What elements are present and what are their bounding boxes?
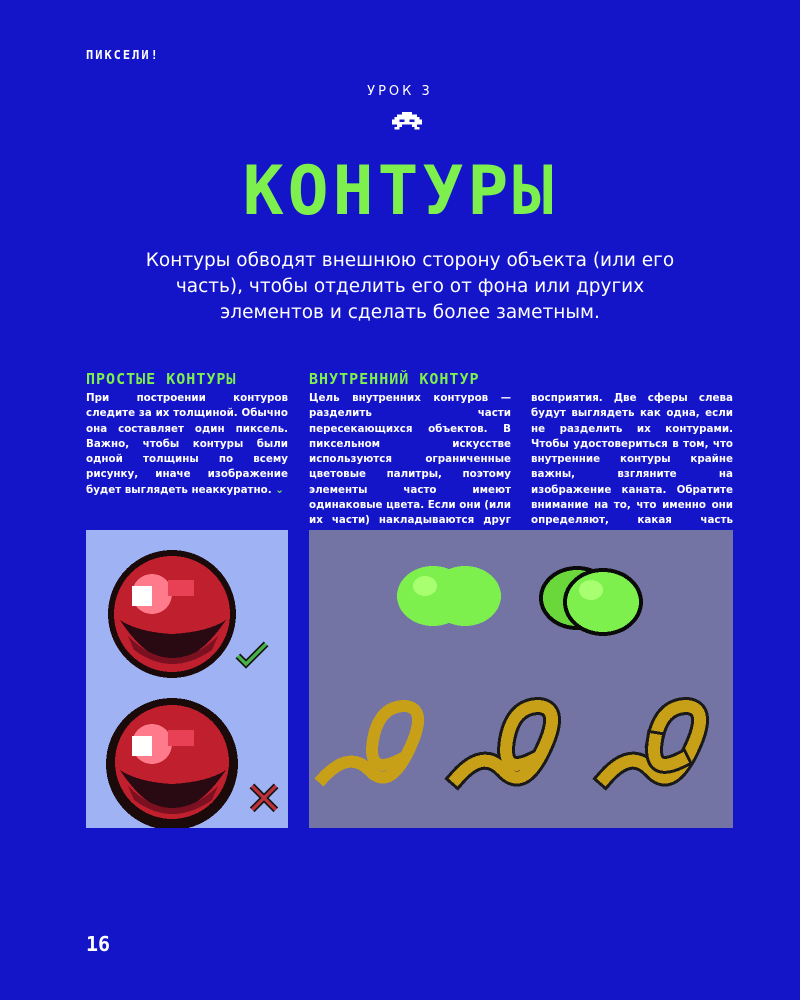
inner-contour-body-1: Цель внутренних контуров — разделить части пересекающихся объектов. В пиксельном искусстве используются ограниченные цветовые палитры, поэтому элементы часто имеют одинаковые цвета. Если они (или их части) накладываются друг	[309, 392, 511, 527]
separated-spheres	[539, 566, 643, 636]
sphere-good	[108, 550, 236, 678]
simple-contours-body: При построении контуров следите за их толщиной. Обычно она составляет один пиксель. Важно, чтобы контуры были одной толщины по всему рисунку, иначе изображение будет выглядеть неаккуратно.	[86, 392, 288, 496]
simple-contours-text	[86, 391, 288, 498]
rope-no-outline	[323, 706, 418, 778]
running-head: ПИКСЕЛИ!	[86, 48, 160, 62]
inner-contour-illustration-panel	[309, 530, 733, 828]
check-icon	[238, 644, 266, 664]
page-number: 16	[86, 932, 111, 956]
page-title: КОНТУРЫ	[242, 152, 558, 231]
cross-icon	[252, 786, 276, 810]
inner-contour-heading: ВНУТРЕННИЙ КОНТУР	[309, 370, 480, 388]
chevron-down-icon: ⌄	[275, 483, 284, 496]
simple-contours-heading: ПРОСТЫЕ КОНТУРЫ	[86, 370, 237, 388]
lesson-label: УРОК 3	[367, 84, 433, 99]
sphere-bad	[106, 698, 238, 828]
sphere-illustration-panel	[86, 530, 288, 828]
space-invader-icon	[392, 112, 422, 132]
lead-paragraph: Контуры обводят внешнюю сторону объекта (или его часть), чтобы отделить его от фона или других элементов и сделать более заметным.	[145, 250, 675, 323]
inner-contour-text-col2	[531, 391, 733, 544]
merged-spheres	[397, 566, 501, 626]
rope-outer-outline	[457, 706, 552, 778]
rope-inner-outline	[605, 706, 700, 778]
inner-contour-body-2: восприятия. Две сферы слева будут выглядеть как одна, если не разделить их контурами. Чтобы удостовериться в том, что внутренние контуры крайне важны, взгляните на изображение каната. Обратите внимание на то, что именно они определяют, какая часть	[531, 392, 733, 527]
